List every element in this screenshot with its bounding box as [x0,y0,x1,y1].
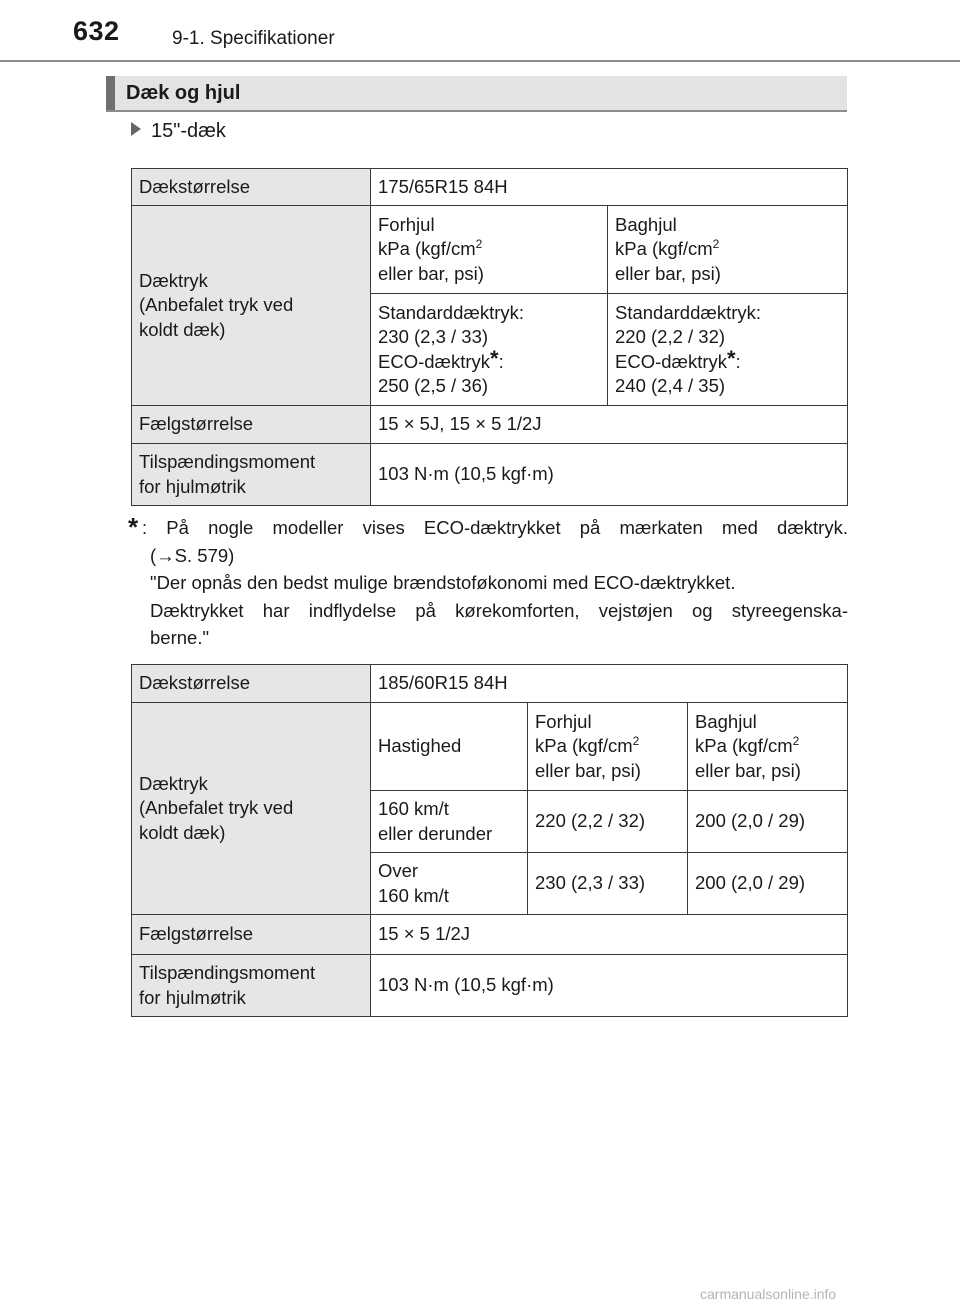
rim-size-value: 15 × 5J, 15 × 5 1/2J [371,406,848,444]
front-pressure-value: 230 (2,3 / 33) [528,853,688,915]
page-header [0,0,960,62]
table-row [132,703,848,791]
table-row [132,406,848,444]
rear-pressure-value: 200 (2,0 / 29) [688,853,848,915]
table-row [132,915,848,955]
front-wheel-header: Forhjul kPa ($kgf/cm^2$ eller bar, psi) [528,703,688,791]
footnote-line: : På nogle modeller vises ECO-dæktrykket på mærkaten med dæktryk. [142,517,848,538]
torque-value: 103 N·m (10,5 kgf·m) [371,444,848,506]
rear-pressure-values: Standarddæktryk: 220 (2,2 / 32) ECO-dæktryk*: 240 (2,4 / 35) [608,294,848,406]
table-row [132,169,848,206]
section-heading-bar [106,76,847,112]
speed-value: 160 km/t eller derunder [371,791,528,853]
table-row [132,955,848,1017]
tire-size-value: 185/60R15 84H [371,665,848,703]
torque-label: Tilspændingsmoment for hjulmøtrik [132,955,371,1017]
footnote-page-ref: (→S. 579) [150,544,235,566]
rim-size-label: Fælgstørrelse [132,915,371,955]
tire-pressure-label: Dæktryk (Anbefalet tryk ved koldt dæk) [132,206,371,406]
front-wheel-header: Forhjul kPa ($kgf/cm^2$ eller bar, psi) [371,206,608,294]
tire-spec-table-2 [131,664,848,1017]
footnote [128,514,848,652]
rear-pressure-value: 200 (2,0 / 29) [688,791,848,853]
header-rule [0,60,960,62]
tire-size-label: Dækstørrelse [132,169,371,206]
rim-size-value: 15 × 5 1/2J [371,915,848,955]
torque-label: Tilspændingsmoment for hjulmøtrik [132,444,371,506]
table-row [132,665,848,703]
footnote-line: "Der opnås den bedst mulige brændstoføkonomi med ECO-dæktrykket. [150,572,736,593]
rim-size-label: Fælgstørrelse [132,406,371,444]
torque-value: 103 N·m (10,5 kgf·m) [371,955,848,1017]
footnote-asterisk: * [128,512,139,542]
table-row [132,206,848,294]
rear-wheel-header: Baghjul kPa ($kgf/cm^2$ eller bar, psi) [608,206,848,294]
tire-pressure-label: Dæktryk (Anbefalet tryk ved koldt dæk) [132,703,371,915]
rear-wheel-header: Baghjul kPa ($kgf/cm^2$ eller bar, psi) [688,703,848,791]
table-row [132,444,848,506]
section-title: Dæk og hjul [126,82,241,104]
subsection-heading [131,120,226,143]
chapter-title: 9-1. Specifikationer [172,28,335,49]
front-pressure-values: Standarddæktryk: 230 (2,3 / 33) ECO-dæktryk*: 250 (2,5 / 36) [371,294,608,406]
footnote-line: Dæktrykket har indflydelse på kørekomforten, vejstøjen og styreegenska- [150,599,848,621]
page-number: 632 [73,16,120,46]
footnote-line: berne." [150,627,210,648]
section-accent [106,76,115,110]
tire-size-label: Dækstørrelse [132,665,371,703]
tire-spec-table-1 [131,168,848,506]
watermark-text: carmanualsonline.info [700,1286,837,1302]
tire-size-value: 175/65R15 84H [371,169,848,206]
speed-value: Over 160 km/t [371,853,528,915]
triangle-bullet-icon [131,122,141,136]
speed-header: Hastighed [371,703,528,791]
subsection-title: 15"-dæk [151,120,226,142]
front-pressure-value: 220 (2,2 / 32) [528,791,688,853]
